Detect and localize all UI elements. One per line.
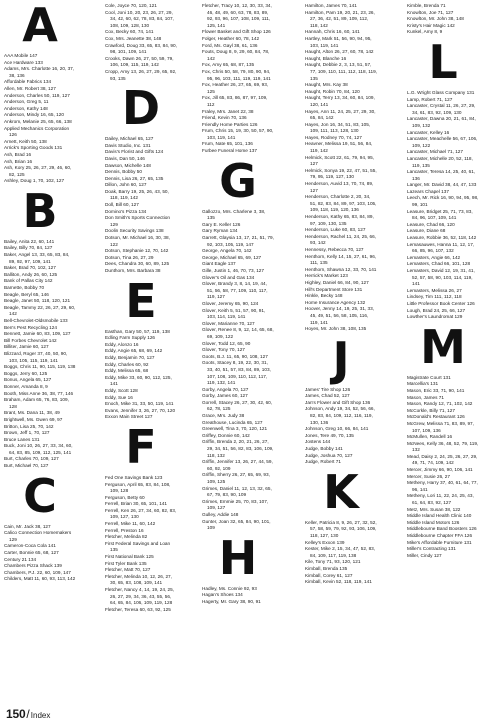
index-entry: Lazears Chapel 137 — [407, 188, 449, 194]
index-entry: Mason, James 71 — [407, 394, 444, 400]
index-entry: Judge, Joshua 70, 127 — [305, 452, 353, 458]
index-entry: Gary Ryman 134 — [202, 228, 238, 234]
index-entry: Don Smith's Sports Connection 129 — [105, 215, 170, 227]
index-entry: Balliton, Andy 26, 60, 125 — [4, 271, 58, 277]
index-entry: Goots, Stacey 8, 19, 22, 30, 31, 33, 40, 51, 57, 83, 84, 89, 103, 107, 108, 109, 110, 112, 117, 119, 132, 141 — [202, 360, 271, 386]
index-entry: Ferrell, Ken 26, 27, 34, 60, 82, 83, 109, 127, 130 — [105, 507, 177, 520]
index-entry: Ford, Ms. Gayl 38, 61, 136 — [202, 42, 258, 48]
index-entry: Ferrell, Mike 11, 60, 142 — [105, 521, 156, 527]
index-entry: McNees, Kelly 36, 48, 52, 79, 119, 132 — [407, 440, 479, 453]
section-letter-l — [407, 34, 479, 89]
index-entry: Judge, Bobby 141 — [305, 446, 343, 452]
index-entry: Eddy, Mike 33, 60, 90, 112, 125, 141 — [105, 374, 172, 387]
index-entry: Ankrom, Melanie 25, 65, 66, 138 — [4, 118, 72, 124]
index-entry: Hagerty, Mr. Gary 38, 90, 91 — [202, 598, 261, 604]
section-letter-glyph: C — [23, 468, 57, 523]
section-letter-c — [4, 468, 76, 523]
index-entry: Cool, Joni 10, 20, 23, 26, 27, 29, 34, 42, 60, 62, 78, 83, 84, 107, 108, 109, 128, 130 — [105, 9, 174, 28]
index-entry: First National Bank 125 — [105, 554, 154, 560]
index-entry: Henderson, Kathy 65, 83, 84, 89, 97, 109, 130, 135 — [305, 214, 374, 226]
index-entry: Glover, Marianne 70, 127 — [202, 320, 255, 326]
index-entry: Fletcher, Matt 70, 127 — [105, 567, 151, 573]
index-entry: Gallozzo, Mrs. Charlene 3, 38, 135 — [202, 208, 266, 221]
index-entry: McGrew, Melissa 71, 83, 89, 97, 107, 109, 136 — [407, 420, 474, 433]
index-entry: Bank of Pallas City 142 — [4, 278, 53, 284]
footer-label: Index — [30, 711, 51, 720]
index-entry: Lancaster, Kelley 16 — [407, 129, 450, 135]
index-entry: Cain, Mr. Jack 38, 127 — [4, 523, 51, 529]
index-entry: Miller, Cindy 127 — [407, 552, 442, 558]
index-entry: Dotson, Stephanie 12, 70, 142 — [105, 248, 169, 254]
index-entry: Griffin, Sherry 26, 27, 65, 69, 93, 109, 125 — [202, 472, 270, 484]
index-entry: Fletcher, Nancy 4, 14, 19, 24, 25, 26, 27, 29, 34, 36, 43, 55, 56, 64, 65, 84, 106, 109, 119, 128 — [105, 587, 175, 606]
index-entry: Henderson, Charlotte 2, 20, 34, 51, 82, 83, 84, 89, 97, 103, 105, 109, 118, 119, 120, 136 — [305, 194, 377, 213]
index-entry: Fox, Chris 50, 58, 79, 80, 90, 94, 95, 96, 103, 111, 119, 119, 141 — [202, 68, 271, 81]
section-letter-glyph: A — [22, 0, 58, 52]
index-entry: Glover, Keith 5, 51, 57, 90, 91, 103, 114, 119, 141 — [202, 307, 266, 320]
index-entry: Century 21 134 — [4, 556, 37, 562]
index-entry: Beagle, Janet 50, 118, 120, 121 — [4, 298, 71, 304]
index-entry: Billiter, Jamie 60, 127 — [4, 344, 49, 350]
index-entry: Garrett, Glaysia 13, 17, 21, 51, 79, 92, 103, 105, 119, 147 — [202, 235, 274, 247]
index-entry: Gorby, Angela 70, 127 — [202, 386, 249, 392]
index-entry: Arnett, Keith 50, 138 — [4, 138, 47, 144]
index-entry: Giant Eagle 137 — [202, 261, 236, 267]
index-entry: Little Professor Book Center 126 — [407, 300, 475, 306]
section-letter-glyph: H — [218, 530, 258, 585]
index-entry: Gulley, Addie 148 — [202, 511, 239, 517]
index-entry: Anderson, Greg 5, 11 — [4, 99, 49, 105]
index-entry: Langer, Mr. David 38, 44, 47, 133 — [407, 182, 477, 188]
index-entry: Heavner, Melissa 19, 51, 56, 84, 119, 142 — [305, 141, 373, 154]
index-entry: Cameron-Coca Cola 141 — [4, 543, 56, 549]
index-entry: Ferguson, April 65, 83, 84, 108, 109, 128 — [105, 481, 171, 494]
index-entry: Cox, Becky 60, 74, 141 — [105, 29, 154, 35]
index-entry: Leasure, Bridget 25, 71, 73, 83, 84, 96, 107, 109, 141 — [407, 208, 473, 221]
index-entry: Ash, Brad 16 — [4, 151, 32, 157]
index-entry: Boggs, Jerry 60, 125 — [4, 370, 48, 376]
index-entry: Lindsey, Tim 111, 112, 118 — [407, 294, 462, 300]
index-entry: Beagle, Tammy 22, 26, 27, 29, 60, 142 — [4, 304, 76, 317]
index-entry: Henderson, Luke 60, 83, 127 — [305, 227, 366, 233]
index-entry: Hill's Department Store 131 — [305, 286, 363, 292]
index-entry: Kester, Mike 2, 15, 34, 47, 52, 83, 84, 109, 117, 119, 138 — [305, 546, 376, 558]
index-entry: Dillon, John 60, 127 — [105, 182, 147, 188]
index-entry: Eddy, Melissa 65, 68 — [105, 368, 149, 374]
section-letter-glyph: F — [125, 419, 157, 474]
section-letter-glyph: L — [428, 34, 458, 89]
index-entry: Fox, Jill 65, 83, 86, 87, 97, 109, 112 — [202, 95, 268, 107]
section-letter-h — [202, 530, 274, 585]
index-entry: Bennett, Jamie 60, 83, 109, 127 — [4, 331, 71, 337]
index-entry: Glover, Jeremy 65, 90, 124 — [202, 300, 259, 306]
index-entry: Flower Basket and Gift Shop 126 — [202, 29, 271, 35]
index-entry: Ferrell, Brian 30, 65, 101, 141 — [105, 501, 168, 507]
index-entry: Mercer, Jimmy 66, 90, 106, 141 — [407, 467, 473, 473]
index-entry: Leasure, Robbie 36, 52, 118, 142 — [407, 235, 477, 241]
index-entry: Enoch, Mike 31, 33, 50, 119, 141 — [105, 401, 174, 407]
index-entry: First Tyler Bank 135 — [105, 560, 147, 566]
index-entry: Dotson, Mr. Michael 16, 30, 38, 122 — [105, 235, 170, 247]
index-entry: Anderson, Kathy 148 — [4, 105, 48, 111]
index-entry: Fletcher, Melinda 10, 12, 26, 27, 30, 65, 83, 108, 109, 141 — [105, 573, 172, 586]
index-entry: Leasure, Chad 66, 120 — [407, 221, 455, 227]
index-entry: Hagan's Shoes 134 — [202, 592, 243, 598]
index-entry: Davis Studio, Inc. 131 — [105, 142, 151, 148]
index-entry: Hinkle, Becky 148 — [305, 293, 343, 299]
index-entry: George, Michael 65, 69, 127 — [202, 254, 262, 260]
index-entry: Doolin Security Savings 138 — [105, 228, 164, 234]
index-entry: Hamilton, James 70, 141 — [305, 3, 357, 8]
index-entry: Kile, Tony 71, 93, 120, 121 — [305, 559, 361, 565]
index-entry: Barnette, Bobby 70 — [4, 285, 45, 291]
section-letter-glyph: G — [219, 153, 257, 208]
index-entry: Lamp, Robert 71, 127 — [407, 96, 453, 102]
section-letter-m — [407, 319, 479, 374]
index-entry: Baker, Brad 70, 102, 127 — [4, 265, 56, 271]
index-entry: Ferguson, Betty 60 — [105, 494, 145, 500]
index-entry: Kimball, Brenda 135 — [305, 565, 348, 571]
index-entry: Haught, Alton 26, 27, 60, 78, 142 — [305, 49, 374, 55]
footer-slash: / — [26, 707, 30, 721]
index-entry: Gille, Justin 1, 46, 70, 73, 127 — [202, 268, 265, 273]
index-entry: Eddy, Alonzo 16 — [105, 341, 139, 347]
index-entry: Middle Island Motors 126 — [407, 519, 460, 525]
section-letter-glyph: E — [125, 273, 157, 328]
index-entry: Henderson, Rachel 11, 24, 25, 66, 93, 142 — [305, 233, 377, 246]
index-entry: Glover, Todd 12, 65, 90 — [202, 340, 251, 346]
index-entry: Griffin, Brenda 2, 20, 21, 26, 27, 29, 34, 51, 56, 82, 83, 106, 109, 118, 132 — [202, 439, 274, 458]
index-entry: Crawford, Doug 33, 65, 83, 84, 90, 98, 101, 109, 141 — [105, 42, 177, 55]
index-entry: Dotson, Tina 26, 27, 29 — [105, 254, 154, 260]
index-entry: Haught, Robin 70, 84, 120 — [305, 88, 360, 94]
index-entry: Friend, Kevin 70, 136 — [202, 115, 247, 121]
index-entry: Buck, Joni 10, 26, 27, 33, 34, 60, 64, 83, 85, 109, 112, 125, 141 — [4, 443, 73, 455]
index-entry: Henthorn, Kelly 14, 15, 27, 61, 96, 111, 135 — [305, 253, 377, 266]
index-entry: Beagle, Beryl 65, 146 — [4, 291, 49, 297]
index-entry: Applied Mechanics Corporation 126 — [4, 125, 70, 138]
index-entry: Gunter, Joan 32, 65, 84, 90, 101, 109 — [202, 518, 271, 531]
index-entry: Keller, Patricia 8, 9, 26, 27, 32, 52, 57, 58, 59, 79, 92, 93, 106, 109, 118, 127, 130 — [305, 519, 377, 538]
index-entry: Eddy, Scott 128 — [105, 387, 138, 393]
index-entry: Home Insurance Agency 132 — [305, 299, 366, 305]
index-entry: Eddy, Charles 60, 92 — [105, 361, 149, 367]
index-entry: Cropp, Amy 13, 26, 27, 29, 65, 92, 93, 135 — [105, 68, 177, 81]
index-entry: Davis, Dan 50, 146 — [105, 155, 145, 161]
index-entry: Knowlton, Mr. John 38, 148 — [407, 16, 464, 22]
index-entry: Hayes, Rodney 70, 74, 127 — [305, 134, 362, 140]
index-entry: Lemasters, David 12, 19, 31, 41, 52, 57, 58, 90, 103, 114, 119, 141 — [407, 268, 475, 287]
index-entry: Hoyes, Mr. John 38, 108, 135 — [305, 326, 367, 332]
index-entry: Affordable Fabrics 134 — [4, 79, 52, 85]
index-entry: Baker, Angel 13, 33, 65, 83, 84, 89, 92, 97, 109, 141 — [4, 252, 70, 264]
section-letter-g — [202, 153, 274, 208]
index-entry: Burt, Charles 70, 109, 127 — [4, 456, 59, 462]
index-entry: Anderson, Charles 50, 119, 127 — [4, 92, 70, 98]
index-entry: Dennis, Bobby 50 — [105, 169, 143, 175]
index-entry: Middlebourne Chapter FFA 126 — [407, 533, 473, 538]
index-entry: Grimes, Daniel 11, 12, 13, 32, 65, 67, 79, 83, 90, 109 — [202, 485, 272, 498]
index-entry: Kimble, Brenda 71 — [407, 3, 446, 8]
page-footer — [6, 707, 50, 721]
index-entry: Eddy, Angie 65, 68, 69, 142 — [105, 348, 163, 354]
index-entry: Lowther's Laundromat 129 — [407, 314, 463, 320]
index-entry: Hennessy, Rebecca 70, 127 — [305, 246, 364, 252]
section-letter-j — [305, 331, 377, 386]
index-entry: Folger, Heather 60, 78, 142 — [202, 35, 260, 41]
index-entry: Metheny, Harry 37, 40, 61, 64, 77, 96, 141 — [407, 480, 478, 492]
index-entry: Johnson, Andy 19, 34, 52, 56, 66, 82, 83, 84, 109, 112, 116, 119, 130, 136 — [305, 406, 375, 425]
index-entry: McCorkle, Billy 71, 127 — [407, 407, 455, 413]
index-column-3 — [202, 3, 274, 606]
index-entry: Cox, Mrs. Jeanette 38, 148 — [105, 35, 162, 41]
index-entry: Arrick's Sporting Goods 131 — [4, 145, 63, 151]
index-entry: Dunthorn, Mrs. Barbara 38 — [105, 268, 161, 273]
index-entry: Fraley, Mrs. Janet 22, 38 — [202, 108, 254, 114]
index-entry: Glover, Tony 70, 127 — [202, 347, 245, 353]
index-entry: Edling Farm Supply 126 — [105, 335, 156, 341]
index-entry: Hayes, Jon 16, 34, 51, 83, 105, 109, 111, 113, 128, 130 — [305, 121, 371, 134]
index-entry: Ash, Kory 25, 26, 27, 29, 46, 60, 82, 125 — [4, 165, 72, 177]
index-entry: McDonald's Restaurant 126 — [407, 414, 465, 420]
index-entry: Crooks, Dawn 26, 27, 50, 59, 79, 106, 109, 115, 119, 142 — [105, 55, 174, 68]
index-entry: Fletcher, Melinda 82 — [105, 534, 148, 540]
section-letter-k — [305, 464, 377, 519]
index-entry: Bailey, Anita 22, 60, 141 — [4, 238, 55, 244]
index-entry: Hayes, Ann 11, 24, 25, 27, 29, 30, 65, 84, 142 — [305, 108, 376, 121]
index-entry: Henderson, Auvid 13, 70, 74, 89, 127 — [305, 181, 374, 193]
index-entry: Metheny, Lori 11, 22, 24, 25, 43, 61, 64, 83, 92, 127 — [407, 493, 474, 506]
index-entry: Magistrate Court 131 — [407, 374, 451, 380]
index-entry: Gorrell, Stacey 26, 27, 30, 42, 60, 62, 78, 125 — [202, 399, 273, 412]
index-column-4 — [305, 3, 377, 586]
index-entry: Childers, Matt 11, 60, 93, 113, 142 — [4, 576, 76, 582]
index-entry: Hartley, Mark 51, 56, 90, 94, 95, 103, 119, 141 — [305, 35, 372, 48]
page-number: 150 — [6, 707, 26, 721]
index-entry: Ash, Brian 16 — [4, 158, 33, 164]
index-entry: Lancaster, Dawna 20, 21, 61, 84, 109, 132 — [407, 116, 476, 128]
index-entry: Lemasters, Melissa 26, 27 — [407, 287, 462, 293]
index-entry: Dennis, Lisa 26, 27, 65, 135 — [105, 175, 164, 181]
index-entry: Haught, Mrs. Kay 38 — [305, 82, 348, 88]
index-entry: Anderson, Mindy 16, 65, 120 — [4, 112, 64, 118]
index-entry: Metz, Mrs. Susan 38, 122 — [407, 506, 461, 512]
index-entry: Chambers Pizza Shack 139 — [4, 563, 62, 569]
index-entry: Cole, Joyce 70, 120, 121 — [105, 3, 157, 8]
index-entry: Frum, Chris 15, 19, 30, 50, 57, 90, 103, 119, 141 — [202, 128, 274, 140]
index-entry: Lough, Brad 24, 25, 66, 127 — [407, 307, 466, 313]
section-letter-glyph: B — [22, 183, 58, 238]
index-entry: Grace, Mrs. Judy 38 — [202, 413, 245, 419]
index-entry: Fouts, Doug 8, 9, 29, 60, 84, 78, 142 — [202, 49, 270, 61]
index-entry: Lancaster, Meachelle 56, 67, 106, 109, 122 — [407, 136, 478, 148]
index-entry: First Federal Savings and Loan 135 — [105, 540, 171, 553]
index-entry: Dawson, Michelle 148 — [105, 162, 151, 168]
index-entry: Davis's Florist and Gifts 124 — [105, 149, 164, 155]
index-entry: Lemasauwes, Hanna 11, 12, 17, 66, 85, 96, 107, 132 — [407, 241, 475, 254]
index-entry: Miller's Contracting 131 — [407, 546, 456, 552]
section-letter-glyph: J — [332, 331, 350, 386]
index-entry: L.G. Wright Glass Company 131 — [407, 89, 475, 95]
index-entry: Highley, Daniel 66, 84, 90, 127 — [305, 279, 369, 285]
index-entry: Grimes, Emmie 25, 70, 83, 107, 109, 127 — [202, 498, 269, 511]
index-entry: Herrick's Market 123 — [305, 273, 348, 279]
index-entry: Brown, Jeff 1, 70, 127 — [4, 430, 50, 436]
index-entry: Glover's Oil and Gas 134 — [202, 274, 255, 280]
index-entry: Lemasters, Chad 66, 101, 128 — [407, 261, 471, 267]
index-entry: James' Tire Shop 126 — [305, 386, 351, 392]
index-column-1 — [4, 0, 76, 583]
index-entry: Easthan, Gary 50, 57, 119, 138 — [105, 328, 170, 334]
index-entry: Henthorn, Shawna 12, 33, 70, 141 — [305, 266, 377, 272]
index-entry: Ace Hardware 133 — [4, 59, 43, 65]
index-entry: Adams, Mrs. Charlotte 16, 20, 37, 38, 136 — [4, 66, 75, 78]
index-entry: Chambers, P.J. 22, 60, 109, 147 — [4, 569, 71, 575]
index-entry: Calico Connection Homemakers 129 — [4, 530, 72, 542]
index-entry: Ashley, Doug 1, 70, 102, 127 — [4, 178, 65, 184]
index-entry: Hadley, Ms. Connie 92, 93 — [202, 585, 257, 591]
index-entry: Haught, Debbie 2, 3, 13, 51, 57, 77, 109, 110, 111, 112, 118, 119, 135 — [305, 62, 377, 81]
index-entry: Glover, Renee 8, 9, 12, 14, 65, 68, 69, 109, 122 — [202, 327, 274, 339]
index-entry: Griffin, Jennifer 13, 26, 27, 44, 59, 60, 92, 109 — [202, 459, 273, 471]
section-letter-a — [4, 0, 76, 52]
index-entry: Fed One Savings Bank 123 — [105, 474, 163, 480]
index-entry: Mason, Eric 33, 71, 90, 141 — [407, 387, 465, 393]
index-entry: Kimball, Kevin 52, 118, 119, 141 — [305, 579, 372, 585]
index-entry: Middle Island Health Clinic 140 — [407, 513, 472, 519]
index-entry: James, Chad 52, 127 — [305, 393, 350, 399]
index-entry: Britton, Lisa 25, 70, 142 — [4, 423, 54, 429]
index-entry: Ben's Pest Recycling 124 — [4, 324, 58, 330]
index-entry: Hannah, Chris 16, 60, 141 — [305, 29, 360, 35]
index-entry: Mason, Randy 12, 71, 102, 142 — [407, 401, 473, 407]
index-entry: McMullen, Randell 16 — [407, 434, 453, 440]
index-column-2 — [105, 3, 177, 613]
index-entry: Marcellia's 131 — [407, 381, 439, 387]
index-entry: Knowlton, Joe 71, 127 — [407, 9, 454, 15]
index-entry: Leech, Mr. Rick 16, 90, 94, 95, 98, 99, 101 — [407, 195, 479, 208]
index-entry: Fletcher, Teresa 60, 63, 92, 125 — [105, 606, 171, 612]
index-entry: Bonner, Amanda 8, 9 — [4, 383, 48, 389]
index-entry: Boggs, Chris 11, 90, 115, 119, 138 — [4, 364, 76, 370]
index-entry: Helmick, Sonya 19, 22, 47, 51, 55, 79, 95, 119, 127, 130 — [305, 167, 377, 180]
index-entry: Doak, Barry 19, 25, 26, 43, 50, 118, 119, 142 — [105, 188, 169, 201]
index-entry: Bailey, Billy 70, 84, 127 — [4, 245, 53, 251]
index-entry: Evans, Jennifer 3, 26, 27, 70, 120 — [105, 407, 176, 413]
index-entry: Booth, Miss Anne 36, 38, 77, 146 — [4, 390, 74, 396]
index-entry: Carter, Bonnie 65, 68, 127 — [4, 550, 59, 556]
index-entry: AAA Mobile 147 — [4, 53, 38, 58]
index-entry: Kelley's Exxon 139 — [305, 539, 345, 545]
index-entry: Doll, Bill 60, 127 — [105, 202, 139, 208]
index-entry: Johnson, Greg 10, 66, 84, 141 — [305, 426, 369, 432]
index-entry: Lancaster, Michelle 20, 52, 118, 119, 135 — [407, 155, 473, 168]
index-entry: Lancaster, Crystal 11, 26, 27, 29, 34, 61, 83, 92, 109, 130 — [407, 103, 476, 115]
index-entry: Allen, Mr. Robert 38, 127 — [4, 85, 56, 91]
index-entry: George, Angela 70, 142 — [202, 248, 252, 254]
index-entry: Brightwell, Ms. Gwen 69, 97 — [4, 416, 63, 422]
index-entry: Braham, Adam 65, 76, 83, 109, 128 — [4, 397, 69, 409]
index-entry: Lancaster, Teresa 14, 25, 40, 61, 136 — [407, 169, 476, 181]
index-entry: Domino's Pizza 134 — [105, 208, 147, 214]
index-entry: Helmick, Scott 22, 61, 79, 94, 95, 127 — [305, 154, 375, 167]
index-entry: Goots, B.J. 11, 65, 90, 108, 127 — [202, 353, 268, 359]
index-entry: Furbee Funeral Home 137 — [202, 148, 257, 154]
index-entry: Mercer, Susie 26, 27 — [407, 473, 450, 479]
index-entry: Hamilton, Pam 19, 20, 21, 23, 26, 27, 36, 42, 51, 89, 109, 112, 118, 142 — [305, 9, 375, 28]
section-letter-e — [105, 273, 177, 328]
index-entry: Fletcher, Tracy 10, 12, 30, 33, 34, 46, 48, 49, 60, 63, 78, 83, 89, 92, 93, 96, 107, 108, 109, 111, 125, 141 — [202, 3, 272, 28]
section-letter-b — [4, 183, 76, 238]
index-entry: Jostens 144 — [305, 439, 331, 445]
index-entry: Dees, Chandra 30, 60, 89, 125 — [105, 261, 170, 267]
index-entry: Fox, Amy 65, 68, 87, 135 — [202, 62, 255, 68]
index-entry: Lemasters, Angie 66, 142 — [407, 254, 461, 260]
index-entry: Blizzard, Roger 37, 40, 50, 90, 103, 105, 115, 119, 141 — [4, 350, 68, 363]
index-entry: Greathouse, Lucinda 65, 127 — [202, 419, 263, 425]
index-entry: Gorby, James 60, 127 — [202, 393, 248, 399]
index-entry: Kimball, Corey 61, 127 — [305, 572, 353, 578]
index-entry: Dailey, Michael 65, 127 — [105, 136, 154, 142]
index-entry: Haught, Terry 13, 34, 60, 84, 109, 120, 141 — [305, 95, 375, 107]
index-entry: Bell-Chevrolet-Oldsmobile 133 — [4, 318, 68, 323]
index-entry: Glover, Brandy 3, 8, 14, 19, 44, 51, 56, 58, 77, 109, 110, 117, 119, 127 — [202, 281, 268, 300]
index-entry: Jan's Flower and Gift Shop 136 — [305, 399, 371, 405]
section-letter-glyph: D — [121, 81, 161, 136]
index-entry: Hoover, Jenny 14, 19, 25, 31, 33, 45, 49, 51, 56, 58, 105, 116, 119, 141 — [305, 306, 375, 325]
section-letter-glyph: M — [420, 319, 466, 374]
index-entry: Brant, Ms. Dana 11, 38, 49 — [4, 410, 60, 416]
section-letter-glyph: K — [323, 464, 359, 519]
index-entry: Jones, Tere 49, 70, 135 — [305, 432, 354, 438]
index-entry: Bruce Lanes 131 — [4, 436, 40, 442]
index-entry: Fox, Heather 26, 27, 65, 69, 93, 125 — [202, 82, 269, 94]
index-entry: Griffey, Donnie 60, 142 — [202, 432, 250, 438]
index-entry: Judge, Robert 71 — [305, 459, 341, 465]
index-entry: Mead, Daisy 2, 24, 25, 26, 27, 29, 49, 71, 74, 109, 142 — [407, 453, 478, 466]
index-entry: Friendly Home Parties 126 — [202, 121, 258, 127]
index-entry: Ferrell, Preston 16 — [105, 527, 144, 533]
index-entry: Greenwell, Tina 3, 70, 120, 121 — [202, 426, 268, 432]
index-entry: Bonus, Angela 65, 127 — [4, 377, 52, 383]
index-entry: Mike's Affordable Furniture 131 — [407, 539, 472, 545]
index-column-5 — [407, 3, 479, 559]
section-letter-f — [105, 419, 177, 474]
index-entry: Exxon Main Street 127 — [105, 414, 153, 420]
section-letter-d — [105, 81, 177, 136]
index-entry: Leasure, Diane 68 — [407, 228, 446, 234]
index-entry: Lancaster, Michael 71, 127 — [407, 149, 464, 155]
index-entry: Eddy, Benjamin 70, 127 — [105, 354, 155, 360]
index-entry: Middlebourne Band Boosters 126 — [407, 526, 477, 532]
index-entry: Eddy, Sue 16 — [105, 394, 133, 400]
index-entry: Kristy's Hair Magic 142 — [407, 22, 455, 28]
index-entry: Bill Forbes Chevrolet 142 — [4, 337, 57, 343]
index-entry: Burt, Michael 70, 127 — [4, 463, 49, 469]
index-entry: Gary E. Keller 126 — [202, 221, 241, 227]
index-entry: Haught, Blanche 16 — [305, 55, 347, 61]
index-entry: Kunkel, Amy 8, 9 — [407, 29, 443, 35]
index-entry: Frum, Nate 65, 101, 136 — [202, 141, 253, 147]
